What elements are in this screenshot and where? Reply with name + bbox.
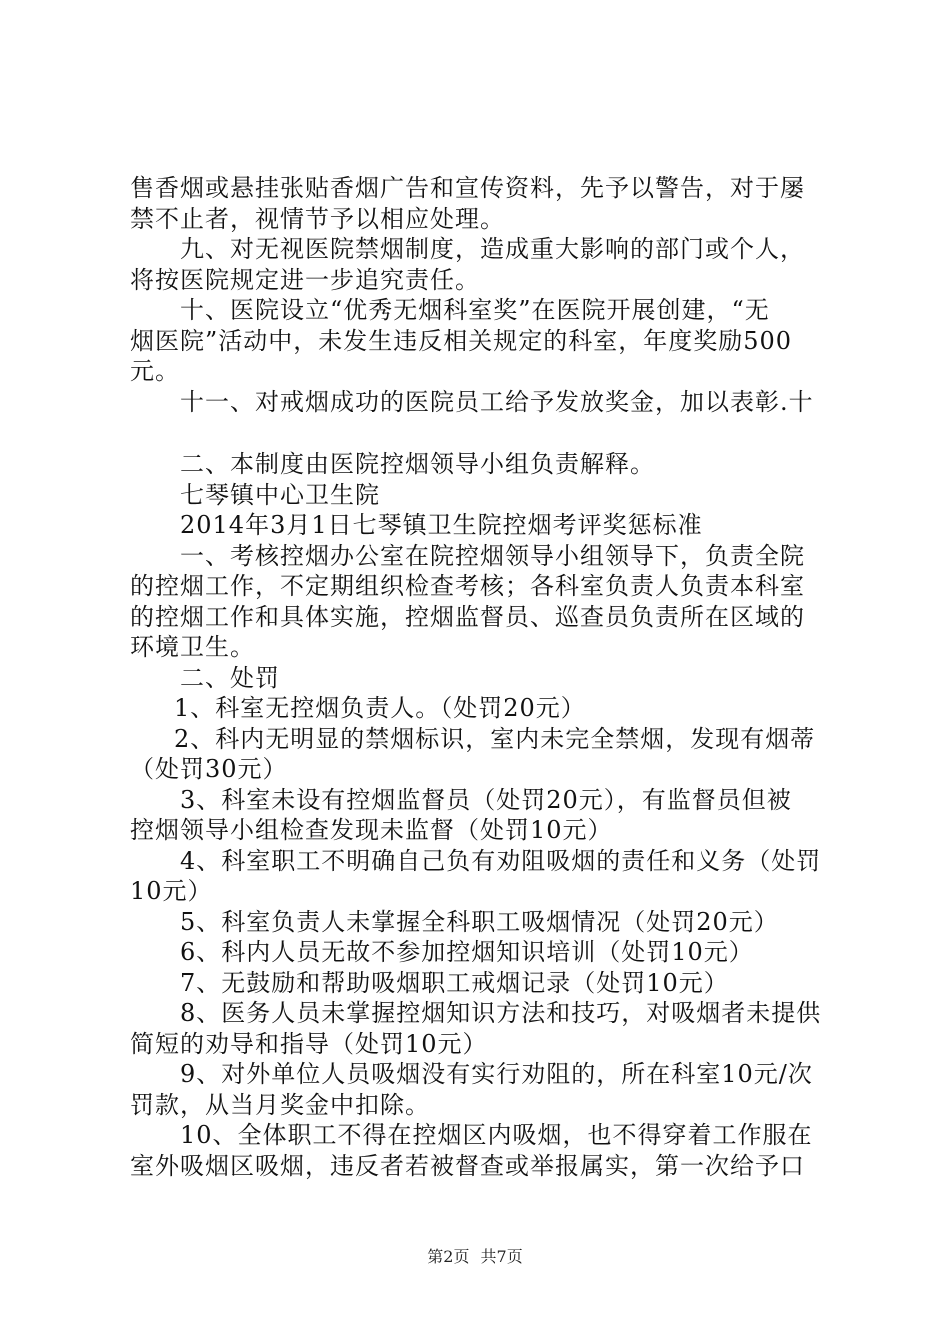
text-line: 6、科内人员无故不参加控烟知识培训（处罚10元） [180,938,754,966]
text-line: 5、科室负责人未掌握全科职工吸烟情况（处罚20元） [180,907,779,936]
text-line: 二、处罚 [180,663,280,692]
text-line: 九、对无视医院禁烟制度，造成重大影响的部门或个人， [180,235,805,263]
text-line: 简短的劝导和指导（处罚10元） [130,1029,488,1058]
text-line: 环境卫生。 [130,633,255,661]
text-line: 十一、对戒烟成功的医院员工给予发放奖金，加以表彰.十 [180,387,814,416]
text-line: 二、本制度由医院控烟领导小组负责解释。 [180,450,655,478]
text-line: 8、医务人员未掌握控烟知识方法和技巧，对吸烟者未提供 [180,999,822,1027]
text-line: 控烟领导小组检查发现未监督（处罚10元） [130,816,613,844]
text-line: 售香烟或悬挂张贴香烟广告和宣传资料，先予以警告，对于屡 [130,174,805,202]
page-footer [0,1244,950,1267]
text-line: 1、科室无控烟负责人。（处罚20元） [174,694,586,722]
text-line: 2、科内无明显的禁烟标识，室内未完全禁烟，发现有烟蒂 [174,724,816,753]
page-total: 共7页 [480,1247,523,1266]
text-line: 七琴镇中心卫生院 [180,480,380,509]
text-line: 的控烟工作，不定期组织检查考核；各科室负责人负责本科室 [130,572,805,600]
text-line: 一、考核控烟办公室在院控烟领导小组领导下，负责全院 [180,541,805,570]
text-line: 禁不止者，视情节予以相应处理。 [130,204,505,233]
text-line: 元。 [130,357,180,385]
text-line: 将按医院规定进一步追究责任。 [130,265,480,294]
text-line: 10、全体职工不得在控烟区内吸烟，也不得穿着工作服在 [180,1121,813,1149]
text-line: 十、医院设立“优秀无烟科室奖”在医院开展创建，“无 [180,296,770,324]
paragraph-gap [130,417,830,449]
text-line: 4、科室职工不明确自己负有劝阻吸烟的责任和义务（处罚 [180,846,822,875]
text-line: 9、对外单位人员吸烟没有实行劝阻的，所在科室10元/次 [180,1060,813,1088]
document-body [130,173,830,1181]
text-line: 3、科室未设有控烟监督员（处罚20元），有监督员但被 [180,785,792,814]
text-line: 10元） [130,877,213,905]
text-line: 烟医院”活动中，未发生违反相关规定的科室，年度奖励500 [130,326,793,355]
page-number: 第2页 [427,1247,470,1266]
text-line: 罚款，从当月奖金中扣除。 [130,1090,430,1119]
text-line: 的控烟工作和具体实施，控烟监督员、巡查员负责所在区域的 [130,602,805,631]
text-line: 7、无鼓励和帮助吸烟职工戒烟记录（处罚10元） [180,968,729,997]
text-line: 2014年3月1日七琴镇卫生院控烟考评奖惩标准 [180,511,703,539]
text-line: 室外吸烟区吸烟，违反者若被督查或举报属实，第一次给予口 [130,1151,805,1180]
text-line: （处罚30元） [130,755,288,783]
